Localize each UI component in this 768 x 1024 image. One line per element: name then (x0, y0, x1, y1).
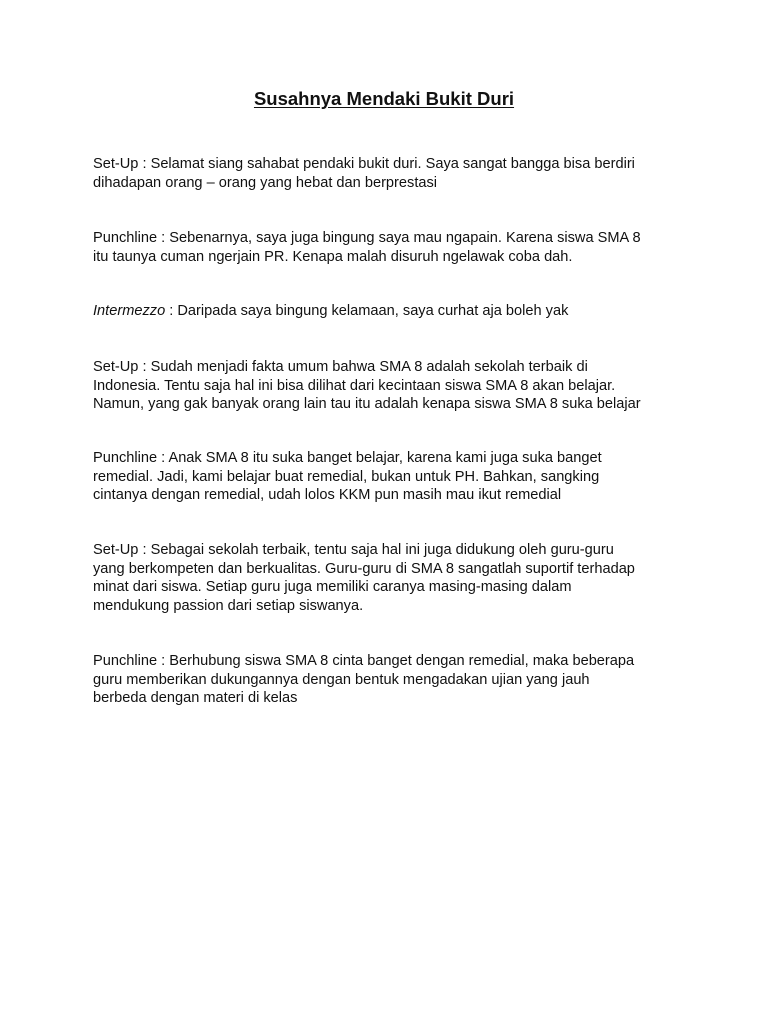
paragraph-intermezzo (93, 302, 683, 321)
text-line: Punchline : Berhubung siswa SMA 8 cinta banget dengan remedial, maka beberapa (93, 653, 635, 669)
text-line: minat dari siswa. Setiap guru juga memiliki caranya masing-masing dalam (93, 579, 572, 595)
text-line: Punchline : Anak SMA 8 itu suka banget belajar, karena kami juga suka banget (93, 450, 602, 466)
text-line: Indonesia. Tentu saja hal ini bisa dilihat dari kecintaan siswa SMA 8 akan belajar. (93, 377, 616, 394)
paragraph-punchline-1 (93, 229, 683, 266)
paragraph-setup-2 (93, 358, 683, 414)
paragraph-setup-3 (93, 541, 683, 615)
text-line: guru memberikan dukungannya dengan bentuk mengadakan ujian yang jauh (93, 671, 590, 688)
paragraph-punchline-2 (93, 449, 683, 505)
intermezzo-text: : Daripada saya bingung kelamaan, saya curhat aja boleh yak (165, 303, 569, 319)
text-line: yang berkompeten dan berkualitas. Guru-guru di SMA 8 sangatlah suportif terhadap (93, 560, 635, 577)
text-line: dihadapan orang – orang yang hebat dan berprestasi (93, 174, 438, 191)
text-line: berbeda dengan materi di kelas (93, 690, 298, 706)
text-line: Set-Up : Sudah menjadi fakta umum bahwa SMA 8 adalah sekolah terbaik di (93, 359, 588, 375)
text-line: mendukung passion dari setiap siswanya. (93, 597, 364, 614)
intermezzo-label: Intermezzo (93, 303, 166, 319)
document-title: Susahnya Mendaki Bukit Duri (253, 88, 515, 109)
text-line: cintanya dengan remedial, udah lolos KKM pun masih mau ikut remedial (93, 487, 562, 503)
text-line: Set-Up : Sebagai sekolah terbaik, tentu saja hal ini juga didukung oleh guru-guru (93, 542, 614, 558)
text-line: itu taunya cuman ngerjain PR. Kenapa malah disuruh ngelawak coba dah. (93, 248, 573, 265)
text-line: Punchline : Sebenarnya, saya juga bingung saya mau ngapain. Karena siswa SMA 8 (93, 230, 641, 246)
text-line (93, 302, 683, 321)
text-line: Namun, yang gak banyak orang lain tau itu adalah kenapa siswa SMA 8 suka belajar (93, 396, 641, 412)
paragraph-punchline-3 (93, 652, 683, 708)
text-line: Set-Up : Selamat siang sahabat pendaki bukit duri. Saya sangat bangga bisa berdiri (93, 156, 635, 172)
paragraph-setup-1 (93, 155, 683, 192)
text-line: remedial. Jadi, kami belajar buat remedial, bukan untuk PH. Bahkan, sangking (93, 468, 600, 485)
